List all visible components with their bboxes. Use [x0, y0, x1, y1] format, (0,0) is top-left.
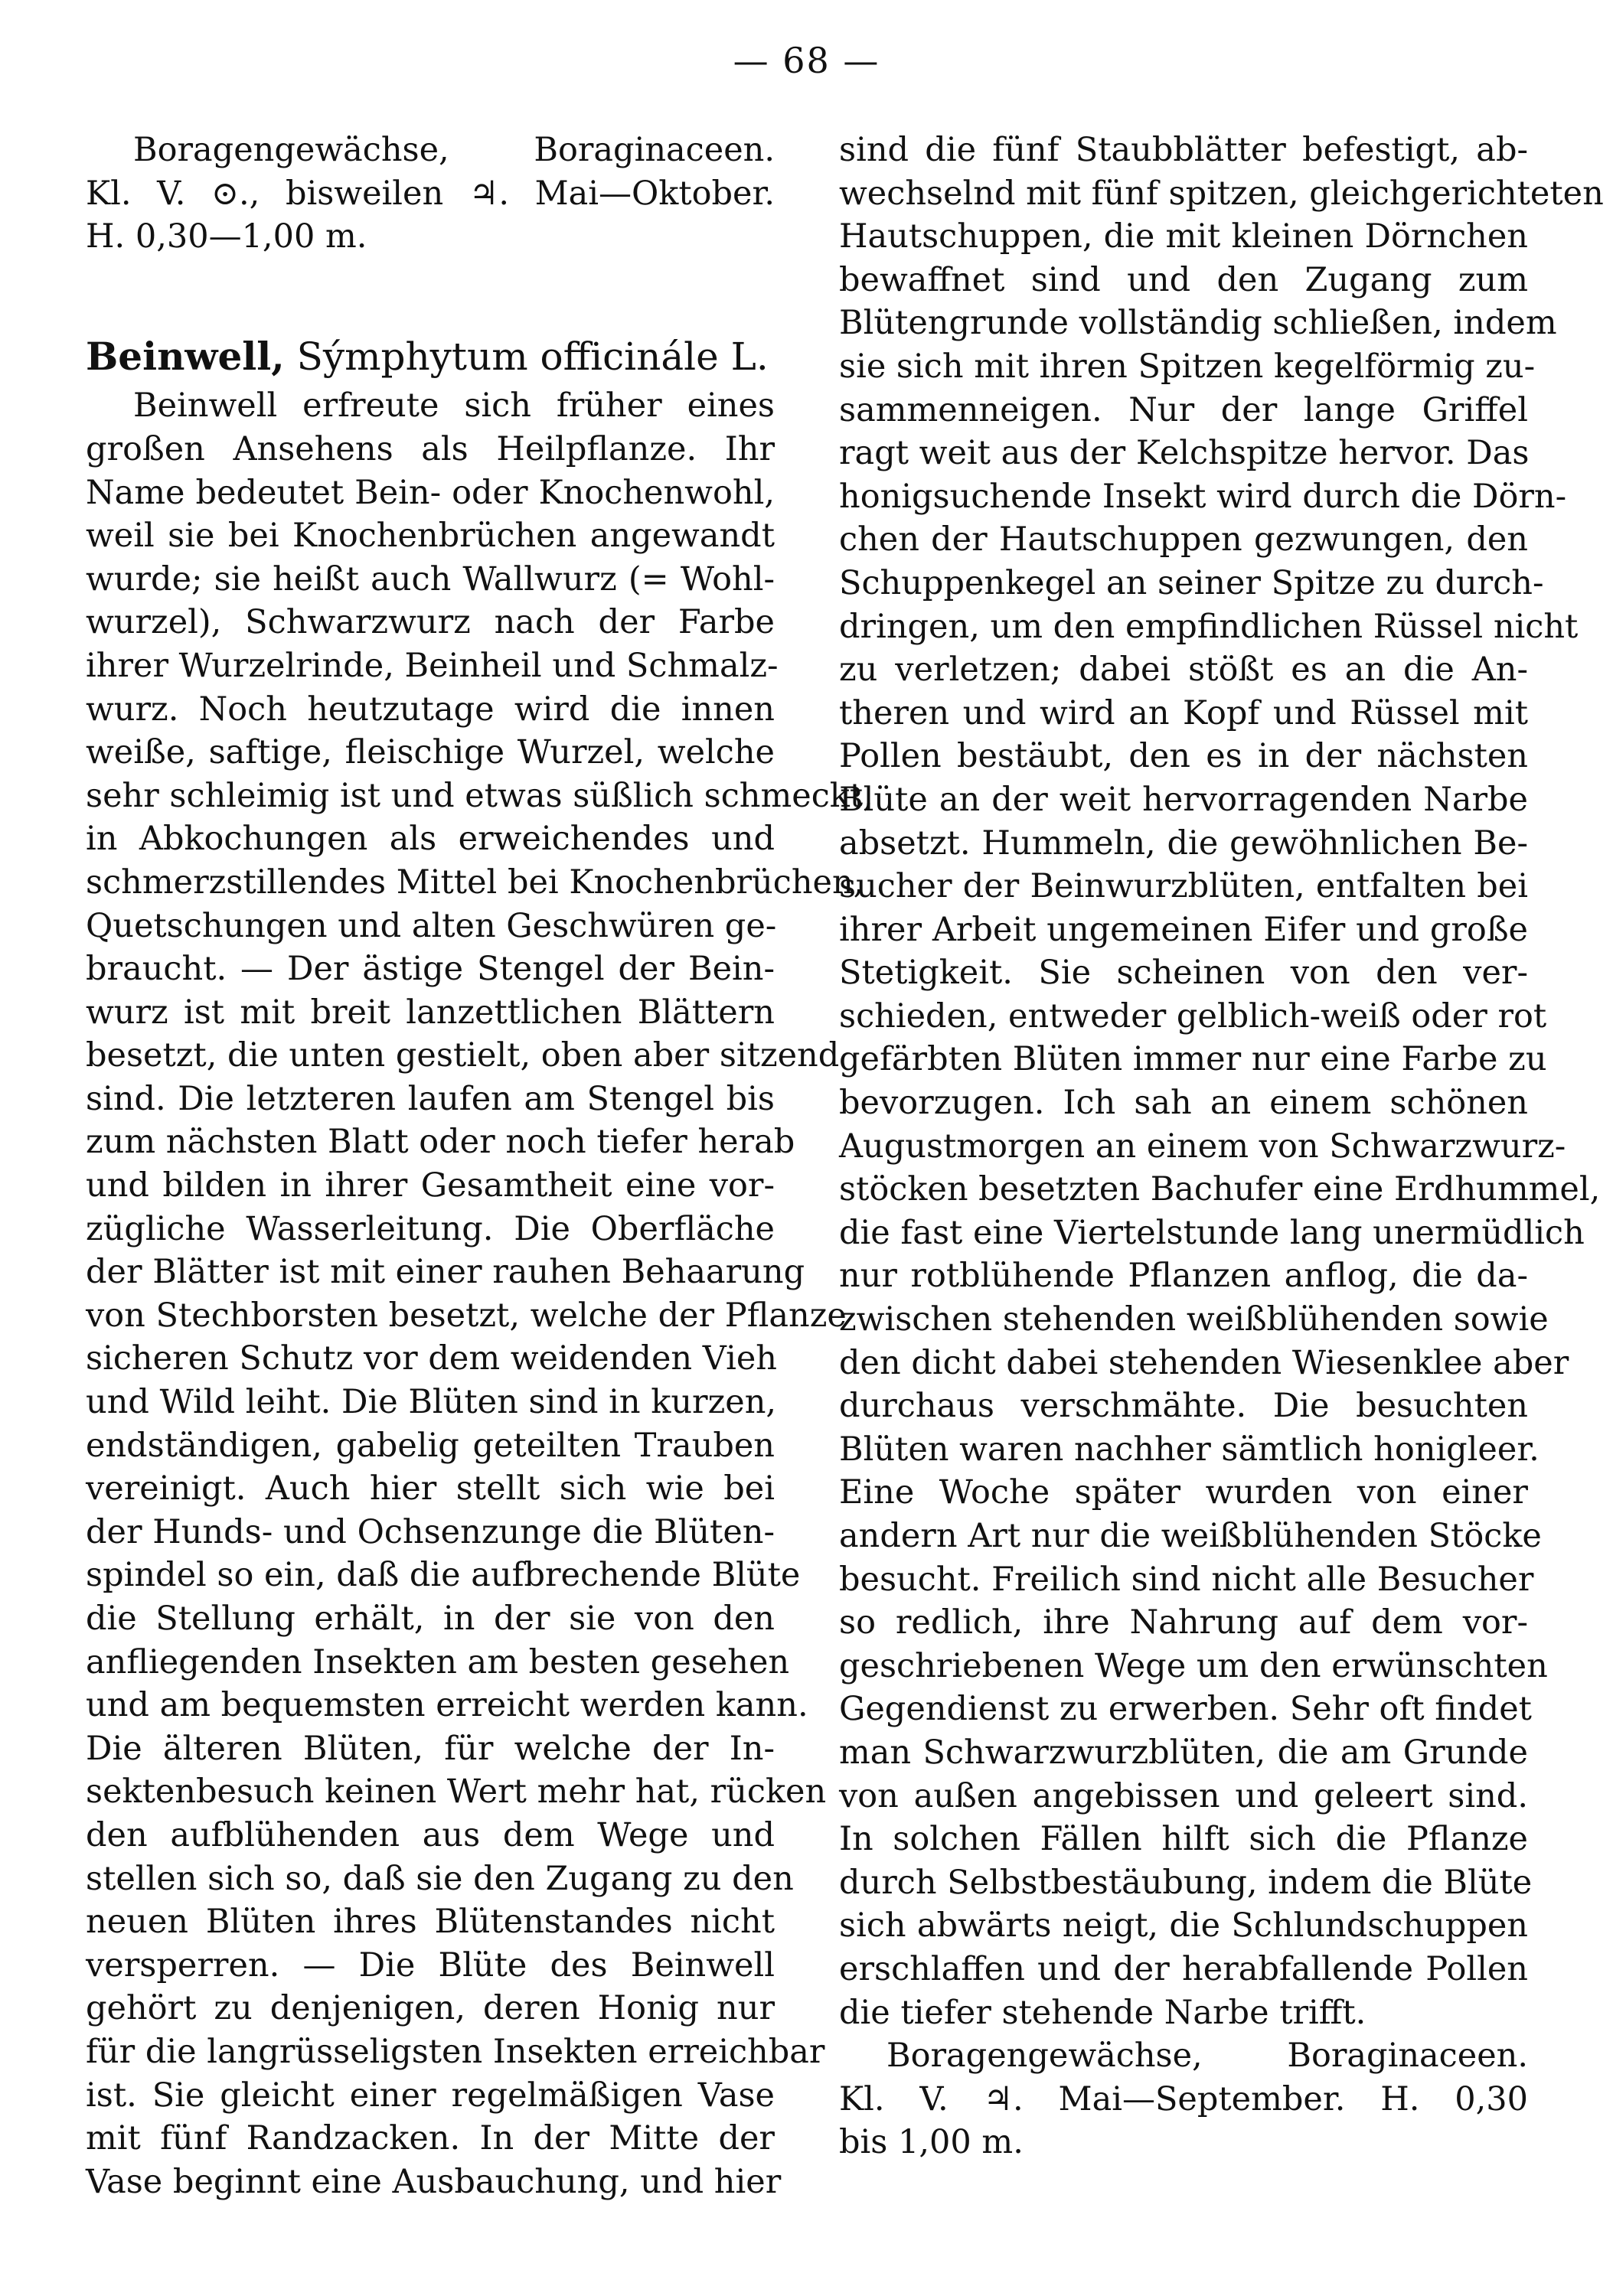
- footer-block: [839, 2034, 1528, 2164]
- text-line: der Hunds- und Ochsenzunge die Blüten-: [86, 1512, 775, 1551]
- text-line: Beinwell erfreute sich früher eines: [133, 386, 775, 426]
- text-line: sind. Die letzteren laufen am Stengel bis: [86, 1079, 775, 1118]
- text-line: sammenneigen. Nur der lange Griffel: [839, 390, 1528, 429]
- footer-line: bis 1,00 m.: [839, 2123, 1024, 2162]
- intro-line: H. 0,30—1,00 m.: [86, 217, 367, 256]
- text-line: sicheren Schutz vor dem weidenden Vieh: [86, 1339, 777, 1378]
- text-line: Name bedeutet Bein- oder Knochenwohl,: [86, 473, 775, 512]
- text-line: sind die fünf Staubblätter befestigt, ab-: [839, 131, 1528, 169]
- page-number: — 68 —: [733, 40, 880, 81]
- text-line: andern Art nur die weißblühenden Stöcke: [839, 1517, 1542, 1555]
- left-body-text: [86, 384, 873, 2203]
- text-line: besucht. Freilich sind nicht alle Besucher: [839, 1560, 1534, 1599]
- left-column: [86, 129, 873, 2203]
- text-line: wechselnd mit fünf spitzen, gleichgerichteten: [839, 174, 1604, 213]
- text-line: Pollen bestäubt, den es in der nächsten: [839, 737, 1528, 776]
- text-line: und Wild leiht. Die Blüten sind in kurzen,: [86, 1383, 777, 1422]
- text-line: wurzel), Schwarzwurz nach der Farbe: [86, 603, 775, 642]
- text-line: die fast eine Viertelstunde lang unermüdlich: [839, 1213, 1585, 1252]
- text-line: Blüten waren nachher sämtlich honigleer.: [839, 1430, 1540, 1469]
- entry-heading: [86, 335, 775, 379]
- text-line: durch Selbstbestäubung, indem die Blüte: [839, 1863, 1533, 1902]
- text-line: zwischen stehenden weißblühenden sowie: [839, 1300, 1549, 1339]
- text-line: der Blätter ist mit einer rauhen Behaarung: [86, 1253, 805, 1292]
- text-line: Schuppenkegel an seiner Spitze zu durch-: [839, 563, 1544, 602]
- text-line: ist. Sie gleicht einer regelmäßigen Vase: [86, 2076, 775, 2115]
- text-line: weil sie bei Knochenbrüchen angewandt: [86, 517, 775, 556]
- text-line: In solchen Fällen hilft sich die Pflanze: [839, 1820, 1528, 1859]
- section-spacer: [86, 259, 775, 335]
- text-line: theren und wird an Kopf und Rüssel mit: [839, 693, 1528, 732]
- text-line: Hautschuppen, die mit kleinen Dörnchen: [839, 217, 1528, 256]
- text-line: Blüte an der weit hervorragenden Narbe: [839, 780, 1528, 819]
- text-line: mit fünf Randzacken. In der Mitte der: [86, 2119, 775, 2158]
- text-line: großen Ansehens als Heilpflanze. Ihr: [86, 429, 775, 468]
- text-line: ihrer Arbeit ungemeinen Eifer und große: [839, 910, 1528, 949]
- text-line: stellen sich so, daß sie den Zugang zu den: [86, 1859, 794, 1898]
- text-line: honigsuchende Insekt wird durch die Dörn-: [839, 477, 1567, 516]
- text-line: zum nächsten Blatt oder noch tiefer herab: [86, 1123, 795, 1162]
- text-line: und bilden in ihrer Gesamtheit eine vor-: [86, 1166, 775, 1205]
- text-line: ragt weit aus der Kelchspitze hervor. Das: [839, 434, 1530, 473]
- text-line: bevorzugen. Ich sah an einem schönen: [839, 1084, 1528, 1123]
- text-line: vereinigt. Auch hier stellt sich wie bei: [86, 1469, 775, 1508]
- text-line: spindel so ein, daß die aufbrechende Blüte: [86, 1556, 801, 1595]
- text-line: nur rotblühende Pflanzen anflog, die da-: [839, 1257, 1528, 1296]
- text-line: besetzt, die unten gestielt, oben aber sitzend: [86, 1036, 840, 1075]
- text-line: die Stellung erhält, in der sie von den: [86, 1600, 775, 1638]
- text-line: und am bequemsten erreicht werden kann.: [86, 1686, 808, 1725]
- text-line: neuen Blüten ihres Blütenstandes nicht: [86, 1903, 775, 1942]
- footer-line: Kl. V. ♃. Mai—September. H. 0,30: [839, 2079, 1528, 2118]
- text-line: sucher der Beinwurzblüten, entfalten bei: [839, 867, 1528, 906]
- text-line: weiße, saftige, fleischige Wurzel, welche: [86, 733, 775, 772]
- text-line: Stetigkeit. Sie scheinen von den ver-: [839, 954, 1528, 993]
- text-line: gehört zu denjenigen, deren Honig nur: [86, 1989, 775, 2028]
- text-line: sektenbesuch keinen Wert mehr hat, rücken: [86, 1773, 827, 1812]
- text-line: Vase beginnt eine Ausbauchung, und hier: [86, 2162, 782, 2201]
- text-line: wurz ist mit breit lanzettlichen Blättern: [86, 993, 775, 1032]
- entry-heading-name: Beinwell,: [86, 333, 285, 379]
- text-line: stöcken besetzten Bachufer eine Erdhummel,: [839, 1170, 1601, 1209]
- text-line: schmerzstillendes Mittel bei Knochenbrüchen,: [86, 863, 864, 902]
- text-line: ihrer Wurzelrinde, Beinheil und Schmalz-: [86, 646, 779, 685]
- text-line: zügliche Wasserleitung. Die Oberfläche: [86, 1209, 775, 1248]
- text-line: schieden, entweder gelblich-weiß oder rot: [839, 996, 1547, 1035]
- text-line: zu verletzen; dabei stößt es an die An-: [839, 651, 1528, 690]
- text-line: dringen, um den empfindlichen Rüssel nicht: [839, 607, 1579, 646]
- entry-heading-latin: Sýmphytum officinále L.: [284, 334, 769, 379]
- text-line: braucht. — Der ästige Stengel der Bein-: [86, 950, 775, 989]
- text-line: von Stechborsten besetzt, welche der Pflanze: [86, 1296, 847, 1335]
- text-line: den aufblühenden aus dem Wege und: [86, 1815, 775, 1854]
- footer-line: Boragengewächse, Boraginaceen.: [886, 2037, 1528, 2076]
- text-line: anfliegenden Insekten am besten gesehen: [86, 1642, 790, 1681]
- text-line: absetzt. Hummeln, die gewöhnlichen Be-: [839, 823, 1528, 863]
- text-line: so redlich, ihre Nahrung auf dem vor-: [839, 1603, 1528, 1642]
- text-line: geschriebenen Wege um den erwünschten: [839, 1646, 1548, 1685]
- text-line: die tiefer stehende Narbe trifft.: [839, 1993, 1366, 2032]
- text-line: Augustmorgen an einem von Schwarzwurz-: [839, 1127, 1566, 1166]
- right-column: [839, 129, 1604, 2164]
- right-body-text: [839, 129, 1604, 2034]
- text-line: den dicht dabei stehenden Wiesenklee aber: [839, 1343, 1569, 1382]
- text-line: Eine Woche später wurden von einer: [839, 1473, 1528, 1512]
- text-line: durchaus verschmähte. Die besuchten: [839, 1387, 1528, 1426]
- intro-block: [86, 129, 775, 259]
- text-line: sie sich mit ihren Spitzen kegelförmig zu-: [839, 347, 1536, 386]
- text-line: Gegendienst zu erwerben. Sehr oft findet: [839, 1690, 1532, 1729]
- text-line: Blütengrunde vollständig schließen, indem: [839, 304, 1557, 343]
- text-line: wurz. Noch heutzutage wird die innen: [86, 690, 775, 729]
- text-line: versperren. — Die Blüte des Beinwell: [86, 1945, 775, 1985]
- text-line: man Schwarzwurzblüten, die am Grunde: [839, 1733, 1528, 1772]
- text-line: Quetschungen und alten Geschwüren ge-: [86, 906, 777, 945]
- text-line: bewaffnet sind und den Zugang zum: [839, 260, 1528, 299]
- text-line: endständigen, gabelig geteilten Trauben: [86, 1426, 775, 1465]
- text-line: sehr schleimig ist und etwas süßlich schmeckt,: [86, 776, 873, 815]
- text-line: erschlaffen und der herabfallende Pollen: [839, 1949, 1528, 1988]
- text-line: in Abkochungen als erweichendes und: [86, 820, 775, 859]
- text-line: sich abwärts neigt, die Schlundschuppen: [839, 1906, 1528, 1945]
- intro-line: Kl. V. ⊙., bisweilen ♃. Mai—Oktober.: [86, 174, 775, 213]
- text-line: Die älteren Blüten, für welche der In-: [86, 1729, 775, 1768]
- text-line: von außen angebissen und geleert sind.: [839, 1776, 1528, 1815]
- text-line: für die langrüsseligsten Insekten erreichbar: [86, 2032, 825, 2071]
- text-line: gefärbten Blüten immer nur eine Farbe zu: [839, 1040, 1547, 1079]
- text-line: wurde; sie heißt auch Wallwurz (= Wohl-: [86, 559, 775, 598]
- intro-line: Boragengewächse, Boraginaceen.: [133, 131, 775, 169]
- text-line: chen der Hautschuppen gezwungen, den: [839, 520, 1528, 559]
